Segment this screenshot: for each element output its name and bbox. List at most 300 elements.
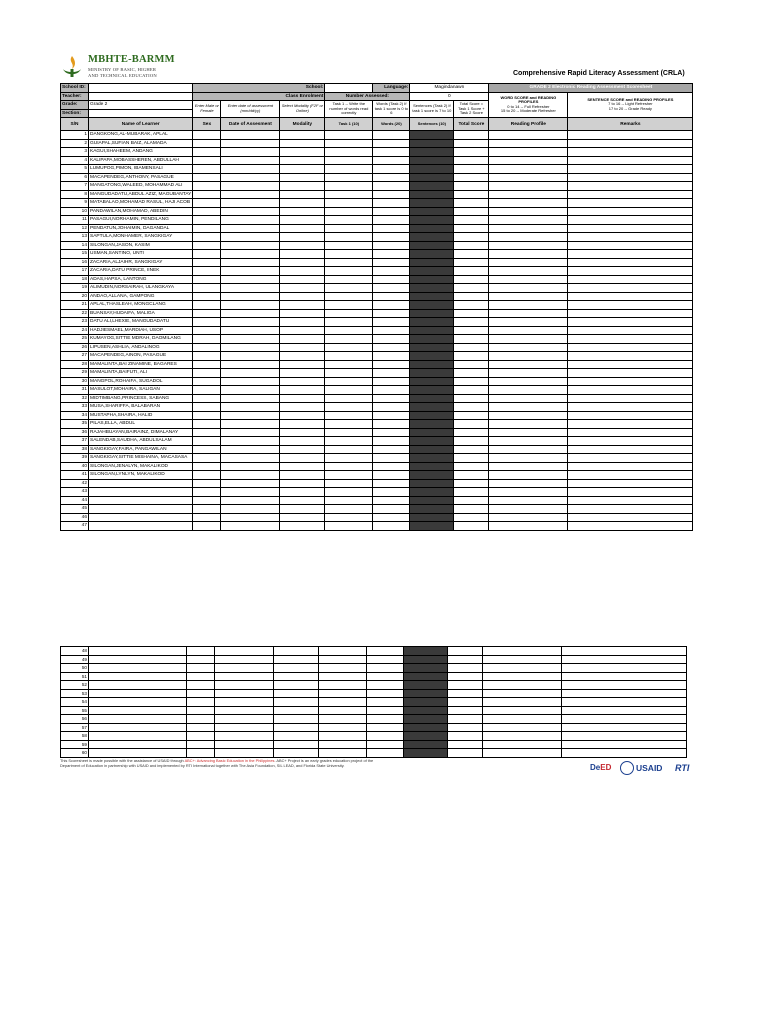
cell-task1[interactable]: [325, 420, 373, 429]
cell-profile[interactable]: [489, 335, 568, 344]
cell-words[interactable]: [373, 241, 410, 250]
cell-sex[interactable]: [187, 749, 215, 758]
cell-profile[interactable]: [489, 131, 568, 140]
cell-profile[interactable]: [489, 454, 568, 463]
cell-name[interactable]: ZACARIA,ALJAIHR, SANGKIGAY: [89, 258, 193, 267]
cell-task1[interactable]: [325, 471, 373, 480]
cell-remarks[interactable]: [568, 496, 693, 505]
cell-words[interactable]: [367, 698, 404, 707]
cell-total[interactable]: [454, 250, 489, 259]
cell-remarks[interactable]: [562, 681, 687, 690]
cell-name[interactable]: [89, 655, 187, 664]
cell-words[interactable]: [367, 732, 404, 741]
cell-profile[interactable]: [489, 241, 568, 250]
cell-task1[interactable]: [325, 437, 373, 446]
cell-date[interactable]: [221, 471, 280, 480]
cell-profile[interactable]: [483, 698, 562, 707]
cell-sex[interactable]: [187, 655, 215, 664]
cell-total[interactable]: [454, 496, 489, 505]
cell-date[interactable]: [221, 165, 280, 174]
cell-sex[interactable]: [193, 267, 221, 276]
cell-task1[interactable]: [319, 689, 367, 698]
cell-date[interactable]: [221, 216, 280, 225]
cell-profile[interactable]: [483, 672, 562, 681]
cell-sex[interactable]: [193, 505, 221, 514]
cell-profile[interactable]: [489, 352, 568, 361]
cell-modality[interactable]: [280, 445, 325, 454]
cell-date[interactable]: [215, 698, 274, 707]
cell-sex[interactable]: [193, 292, 221, 301]
cell-remarks[interactable]: [568, 267, 693, 276]
cell-profile[interactable]: [483, 647, 562, 656]
cell-date[interactable]: [221, 369, 280, 378]
cell-name[interactable]: MACAPENDEG,AINON, PASAGUE: [89, 352, 193, 361]
cell-remarks[interactable]: [568, 156, 693, 165]
cell-name[interactable]: [89, 488, 193, 497]
cell-sex[interactable]: [193, 471, 221, 480]
cell-profile[interactable]: [489, 369, 568, 378]
cell-words[interactable]: [373, 139, 410, 148]
cell-total[interactable]: [454, 148, 489, 157]
cell-words[interactable]: [373, 182, 410, 191]
cell-total[interactable]: [454, 258, 489, 267]
cell-sex[interactable]: [193, 352, 221, 361]
cell-name[interactable]: SANGKIGAY,FAIRA, PANGAWILAN: [89, 445, 193, 454]
cell-modality[interactable]: [280, 462, 325, 471]
cell-sex[interactable]: [187, 647, 215, 656]
cell-sex[interactable]: [193, 250, 221, 259]
cell-date[interactable]: [221, 394, 280, 403]
cell-profile[interactable]: [489, 522, 568, 531]
cell-task1[interactable]: [319, 664, 367, 673]
cell-name[interactable]: [89, 740, 187, 749]
cell-modality[interactable]: [280, 224, 325, 233]
cell-sex[interactable]: [193, 428, 221, 437]
cell-sex[interactable]: [193, 454, 221, 463]
cell-words[interactable]: [373, 505, 410, 514]
cell-sex[interactable]: [187, 681, 215, 690]
cell-sex[interactable]: [193, 513, 221, 522]
cell-date[interactable]: [221, 139, 280, 148]
cell-name[interactable]: [89, 479, 193, 488]
cell-words[interactable]: [373, 343, 410, 352]
cell-name[interactable]: MANGPOL,ROHAIFA, SUGADOL: [89, 377, 193, 386]
cell-modality[interactable]: [280, 292, 325, 301]
cell-modality[interactable]: [280, 411, 325, 420]
cell-words[interactable]: [373, 275, 410, 284]
cell-date[interactable]: [221, 284, 280, 293]
cell-sex[interactable]: [193, 403, 221, 412]
cell-remarks[interactable]: [562, 689, 687, 698]
cell-profile[interactable]: [489, 403, 568, 412]
cell-profile[interactable]: [489, 428, 568, 437]
cell-task1[interactable]: [325, 428, 373, 437]
cell-remarks[interactable]: [562, 655, 687, 664]
cell-words[interactable]: [373, 318, 410, 327]
cell-total[interactable]: [454, 275, 489, 284]
cell-date[interactable]: [221, 267, 280, 276]
cell-task1[interactable]: [325, 165, 373, 174]
cell-sex[interactable]: [193, 216, 221, 225]
cell-words[interactable]: [367, 672, 404, 681]
cell-total[interactable]: [454, 224, 489, 233]
cell-task1[interactable]: [325, 394, 373, 403]
cell-name[interactable]: SALENDAB,SAUDHA, ABDULSALAM: [89, 437, 193, 446]
cell-task1[interactable]: [325, 156, 373, 165]
cell-name[interactable]: [89, 522, 193, 531]
cell-sex[interactable]: [193, 182, 221, 191]
cell-name[interactable]: KAGUI,SHAHEEM, ANDANG: [89, 148, 193, 157]
cell-date[interactable]: [221, 437, 280, 446]
cell-words[interactable]: [373, 258, 410, 267]
cell-words[interactable]: [373, 420, 410, 429]
cell-total[interactable]: [454, 479, 489, 488]
cell-total[interactable]: [454, 139, 489, 148]
cell-task1[interactable]: [325, 488, 373, 497]
cell-total[interactable]: [454, 173, 489, 182]
cell-sex[interactable]: [193, 148, 221, 157]
cell-remarks[interactable]: [568, 394, 693, 403]
cell-remarks[interactable]: [568, 275, 693, 284]
cell-remarks[interactable]: [568, 513, 693, 522]
cell-name[interactable]: SILONGAN,JENALYN, MAKALIKOD: [89, 462, 193, 471]
cell-date[interactable]: [221, 309, 280, 318]
cell-remarks[interactable]: [568, 343, 693, 352]
cell-task1[interactable]: [325, 513, 373, 522]
cell-date[interactable]: [221, 403, 280, 412]
cell-sex[interactable]: [187, 672, 215, 681]
cell-modality[interactable]: [280, 148, 325, 157]
cell-total[interactable]: [454, 420, 489, 429]
cell-sex[interactable]: [193, 190, 221, 199]
cell-total[interactable]: [454, 199, 489, 208]
cell-words[interactable]: [367, 715, 404, 724]
cell-date[interactable]: [215, 732, 274, 741]
cell-date[interactable]: [221, 199, 280, 208]
cell-words[interactable]: [367, 749, 404, 758]
cell-sex[interactable]: [193, 199, 221, 208]
cell-total[interactable]: [454, 386, 489, 395]
cell-profile[interactable]: [489, 437, 568, 446]
cell-profile[interactable]: [483, 723, 562, 732]
cell-task1[interactable]: [325, 292, 373, 301]
cell-words[interactable]: [373, 403, 410, 412]
cell-profile[interactable]: [489, 496, 568, 505]
cell-total[interactable]: [454, 326, 489, 335]
cell-task1[interactable]: [325, 216, 373, 225]
cell-total[interactable]: [454, 360, 489, 369]
cell-sex[interactable]: [193, 156, 221, 165]
cell-task1[interactable]: [325, 496, 373, 505]
cell-date[interactable]: [221, 488, 280, 497]
cell-remarks[interactable]: [568, 309, 693, 318]
cell-date[interactable]: [221, 496, 280, 505]
cell-profile[interactable]: [483, 732, 562, 741]
cell-sex[interactable]: [193, 207, 221, 216]
cell-total[interactable]: [448, 647, 483, 656]
cell-task1[interactable]: [325, 250, 373, 259]
cell-words[interactable]: [373, 148, 410, 157]
cell-profile[interactable]: [489, 301, 568, 310]
cell-task1[interactable]: [325, 207, 373, 216]
cell-modality[interactable]: [280, 343, 325, 352]
cell-words[interactable]: [373, 479, 410, 488]
cell-remarks[interactable]: [568, 301, 693, 310]
cell-task1[interactable]: [325, 454, 373, 463]
cell-task1[interactable]: [325, 284, 373, 293]
cell-remarks[interactable]: [562, 698, 687, 707]
cell-sex[interactable]: [193, 496, 221, 505]
cell-remarks[interactable]: [568, 335, 693, 344]
cell-date[interactable]: [221, 275, 280, 284]
cell-remarks[interactable]: [568, 428, 693, 437]
cell-profile[interactable]: [483, 749, 562, 758]
cell-modality[interactable]: [280, 496, 325, 505]
cell-words[interactable]: [373, 522, 410, 531]
cell-words[interactable]: [367, 706, 404, 715]
cell-profile[interactable]: [489, 182, 568, 191]
cell-profile[interactable]: [489, 258, 568, 267]
cell-profile[interactable]: [483, 740, 562, 749]
cell-sex[interactable]: [193, 139, 221, 148]
cell-profile[interactable]: [489, 386, 568, 395]
language-value[interactable]: Magindanawn: [410, 84, 489, 93]
cell-total[interactable]: [454, 462, 489, 471]
cell-total[interactable]: [454, 403, 489, 412]
cell-sex[interactable]: [193, 462, 221, 471]
cell-date[interactable]: [221, 131, 280, 140]
cell-task1[interactable]: [325, 241, 373, 250]
cell-total[interactable]: [454, 428, 489, 437]
cell-profile[interactable]: [489, 233, 568, 242]
cell-remarks[interactable]: [568, 403, 693, 412]
cell-modality[interactable]: [274, 723, 319, 732]
cell-words[interactable]: [373, 173, 410, 182]
cell-remarks[interactable]: [568, 250, 693, 259]
cell-total[interactable]: [454, 131, 489, 140]
cell-name[interactable]: GUIAPAL,SUFIAN BAIZ, ALAMADA: [89, 139, 193, 148]
cell-words[interactable]: [373, 462, 410, 471]
cell-sex[interactable]: [193, 522, 221, 531]
cell-sex[interactable]: [193, 258, 221, 267]
cell-profile[interactable]: [489, 479, 568, 488]
cell-remarks[interactable]: [568, 386, 693, 395]
cell-modality[interactable]: [280, 275, 325, 284]
cell-date[interactable]: [215, 655, 274, 664]
cell-total[interactable]: [454, 454, 489, 463]
cell-sex[interactable]: [193, 335, 221, 344]
cell-words[interactable]: [373, 352, 410, 361]
cell-date[interactable]: [215, 740, 274, 749]
cell-profile[interactable]: [489, 207, 568, 216]
cell-profile[interactable]: [489, 199, 568, 208]
cell-words[interactable]: [373, 428, 410, 437]
cell-remarks[interactable]: [568, 420, 693, 429]
cell-modality[interactable]: [280, 309, 325, 318]
cell-remarks[interactable]: [568, 233, 693, 242]
cell-modality[interactable]: [280, 420, 325, 429]
cell-words[interactable]: [367, 647, 404, 656]
cell-modality[interactable]: [274, 749, 319, 758]
cell-name[interactable]: RAJAHBUAYAN,BAIRAINZ, DIMALANAY: [89, 428, 193, 437]
cell-date[interactable]: [215, 706, 274, 715]
cell-modality[interactable]: [280, 394, 325, 403]
cell-date[interactable]: [221, 377, 280, 386]
cell-modality[interactable]: [280, 437, 325, 446]
cell-total[interactable]: [454, 377, 489, 386]
cell-date[interactable]: [215, 723, 274, 732]
cell-modality[interactable]: [280, 318, 325, 327]
cell-total[interactable]: [448, 706, 483, 715]
cell-total[interactable]: [454, 190, 489, 199]
cell-date[interactable]: [221, 505, 280, 514]
cell-remarks[interactable]: [568, 216, 693, 225]
cell-profile[interactable]: [489, 156, 568, 165]
cell-total[interactable]: [454, 182, 489, 191]
cell-name[interactable]: [89, 505, 193, 514]
cell-words[interactable]: [373, 309, 410, 318]
cell-sex[interactable]: [193, 411, 221, 420]
cell-date[interactable]: [221, 343, 280, 352]
cell-modality[interactable]: [274, 740, 319, 749]
cell-name[interactable]: MAMALINTA,BAIFUTI, ALI: [89, 369, 193, 378]
cell-date[interactable]: [221, 454, 280, 463]
cell-task1[interactable]: [325, 335, 373, 344]
cell-remarks[interactable]: [568, 352, 693, 361]
cell-profile[interactable]: [489, 420, 568, 429]
cell-total[interactable]: [454, 343, 489, 352]
cell-total[interactable]: [448, 672, 483, 681]
cell-modality[interactable]: [274, 715, 319, 724]
cell-remarks[interactable]: [562, 706, 687, 715]
cell-task1[interactable]: [325, 148, 373, 157]
cell-task1[interactable]: [325, 233, 373, 242]
cell-name[interactable]: MACAPENDEG,ANTHONY, PASAGUE: [89, 173, 193, 182]
cell-total[interactable]: [454, 394, 489, 403]
school-id-field[interactable]: [89, 84, 193, 93]
cell-total[interactable]: [454, 411, 489, 420]
cell-modality[interactable]: [280, 165, 325, 174]
cell-profile[interactable]: [489, 377, 568, 386]
cell-profile[interactable]: [489, 284, 568, 293]
cell-profile[interactable]: [489, 173, 568, 182]
cell-name[interactable]: MANGATONG,WALEED, MOHAMMAD ALI: [89, 182, 193, 191]
cell-words[interactable]: [373, 165, 410, 174]
cell-remarks[interactable]: [568, 411, 693, 420]
cell-modality[interactable]: [280, 199, 325, 208]
cell-task1[interactable]: [325, 318, 373, 327]
cell-words[interactable]: [373, 386, 410, 395]
cell-task1[interactable]: [325, 309, 373, 318]
cell-remarks[interactable]: [568, 471, 693, 480]
cell-name[interactable]: ALIMUDIN,NORSAIRAH, ULANGKAYA: [89, 284, 193, 293]
cell-date[interactable]: [215, 715, 274, 724]
cell-total[interactable]: [448, 698, 483, 707]
cell-modality[interactable]: [274, 664, 319, 673]
cell-sex[interactable]: [193, 369, 221, 378]
cell-date[interactable]: [221, 428, 280, 437]
cell-name[interactable]: DATU ALI,LHEXIE, MANGUDADATU: [89, 318, 193, 327]
cell-modality[interactable]: [274, 689, 319, 698]
cell-task1[interactable]: [319, 655, 367, 664]
cell-date[interactable]: [221, 224, 280, 233]
cell-modality[interactable]: [280, 190, 325, 199]
cell-total[interactable]: [454, 233, 489, 242]
cell-words[interactable]: [373, 411, 410, 420]
cell-remarks[interactable]: [568, 318, 693, 327]
cell-sex[interactable]: [193, 301, 221, 310]
cell-modality[interactable]: [280, 335, 325, 344]
cell-modality[interactable]: [280, 156, 325, 165]
cell-words[interactable]: [373, 216, 410, 225]
cell-task1[interactable]: [319, 672, 367, 681]
cell-total[interactable]: [454, 284, 489, 293]
cell-sex[interactable]: [193, 284, 221, 293]
cell-name[interactable]: MUSA,SHARIFFA, BALABARAN: [89, 403, 193, 412]
cell-total[interactable]: [454, 165, 489, 174]
cell-remarks[interactable]: [562, 723, 687, 732]
cell-total[interactable]: [448, 715, 483, 724]
cell-name[interactable]: KALIPAPA,MOBASSHEREN, ABDULLAH: [89, 156, 193, 165]
cell-date[interactable]: [221, 352, 280, 361]
cell-words[interactable]: [373, 394, 410, 403]
school-field[interactable]: [325, 84, 373, 93]
cell-remarks[interactable]: [568, 173, 693, 182]
cell-remarks[interactable]: [568, 190, 693, 199]
cell-words[interactable]: [373, 377, 410, 386]
cell-name[interactable]: ADAS,HAPSA, LANTONG: [89, 275, 193, 284]
cell-total[interactable]: [454, 488, 489, 497]
cell-total[interactable]: [448, 689, 483, 698]
cell-remarks[interactable]: [562, 740, 687, 749]
cell-remarks[interactable]: [562, 715, 687, 724]
cell-words[interactable]: [373, 471, 410, 480]
cell-total[interactable]: [454, 437, 489, 446]
cell-task1[interactable]: [325, 139, 373, 148]
cell-words[interactable]: [367, 740, 404, 749]
cell-name[interactable]: APLAL,THASLEAH, MONGCLANG: [89, 301, 193, 310]
cell-date[interactable]: [221, 190, 280, 199]
cell-total[interactable]: [454, 352, 489, 361]
cell-total[interactable]: [454, 369, 489, 378]
cell-sex[interactable]: [187, 706, 215, 715]
cell-task1[interactable]: [325, 479, 373, 488]
cell-sex[interactable]: [187, 732, 215, 741]
cell-words[interactable]: [367, 681, 404, 690]
cell-remarks[interactable]: [568, 139, 693, 148]
cell-modality[interactable]: [280, 173, 325, 182]
cell-sex[interactable]: [193, 343, 221, 352]
cell-task1[interactable]: [325, 386, 373, 395]
cell-modality[interactable]: [280, 258, 325, 267]
cell-total[interactable]: [454, 292, 489, 301]
cell-total[interactable]: [448, 723, 483, 732]
cell-sex[interactable]: [193, 479, 221, 488]
cell-remarks[interactable]: [568, 131, 693, 140]
cell-name[interactable]: USMAN,SANTINO, UNTI: [89, 250, 193, 259]
cell-remarks[interactable]: [568, 462, 693, 471]
cell-sex[interactable]: [193, 224, 221, 233]
cell-sex[interactable]: [187, 715, 215, 724]
cell-modality[interactable]: [280, 250, 325, 259]
cell-total[interactable]: [454, 522, 489, 531]
cell-task1[interactable]: [319, 749, 367, 758]
cell-task1[interactable]: [325, 182, 373, 191]
cell-remarks[interactable]: [568, 445, 693, 454]
cell-remarks[interactable]: [568, 488, 693, 497]
cell-profile[interactable]: [489, 462, 568, 471]
cell-modality[interactable]: [280, 386, 325, 395]
